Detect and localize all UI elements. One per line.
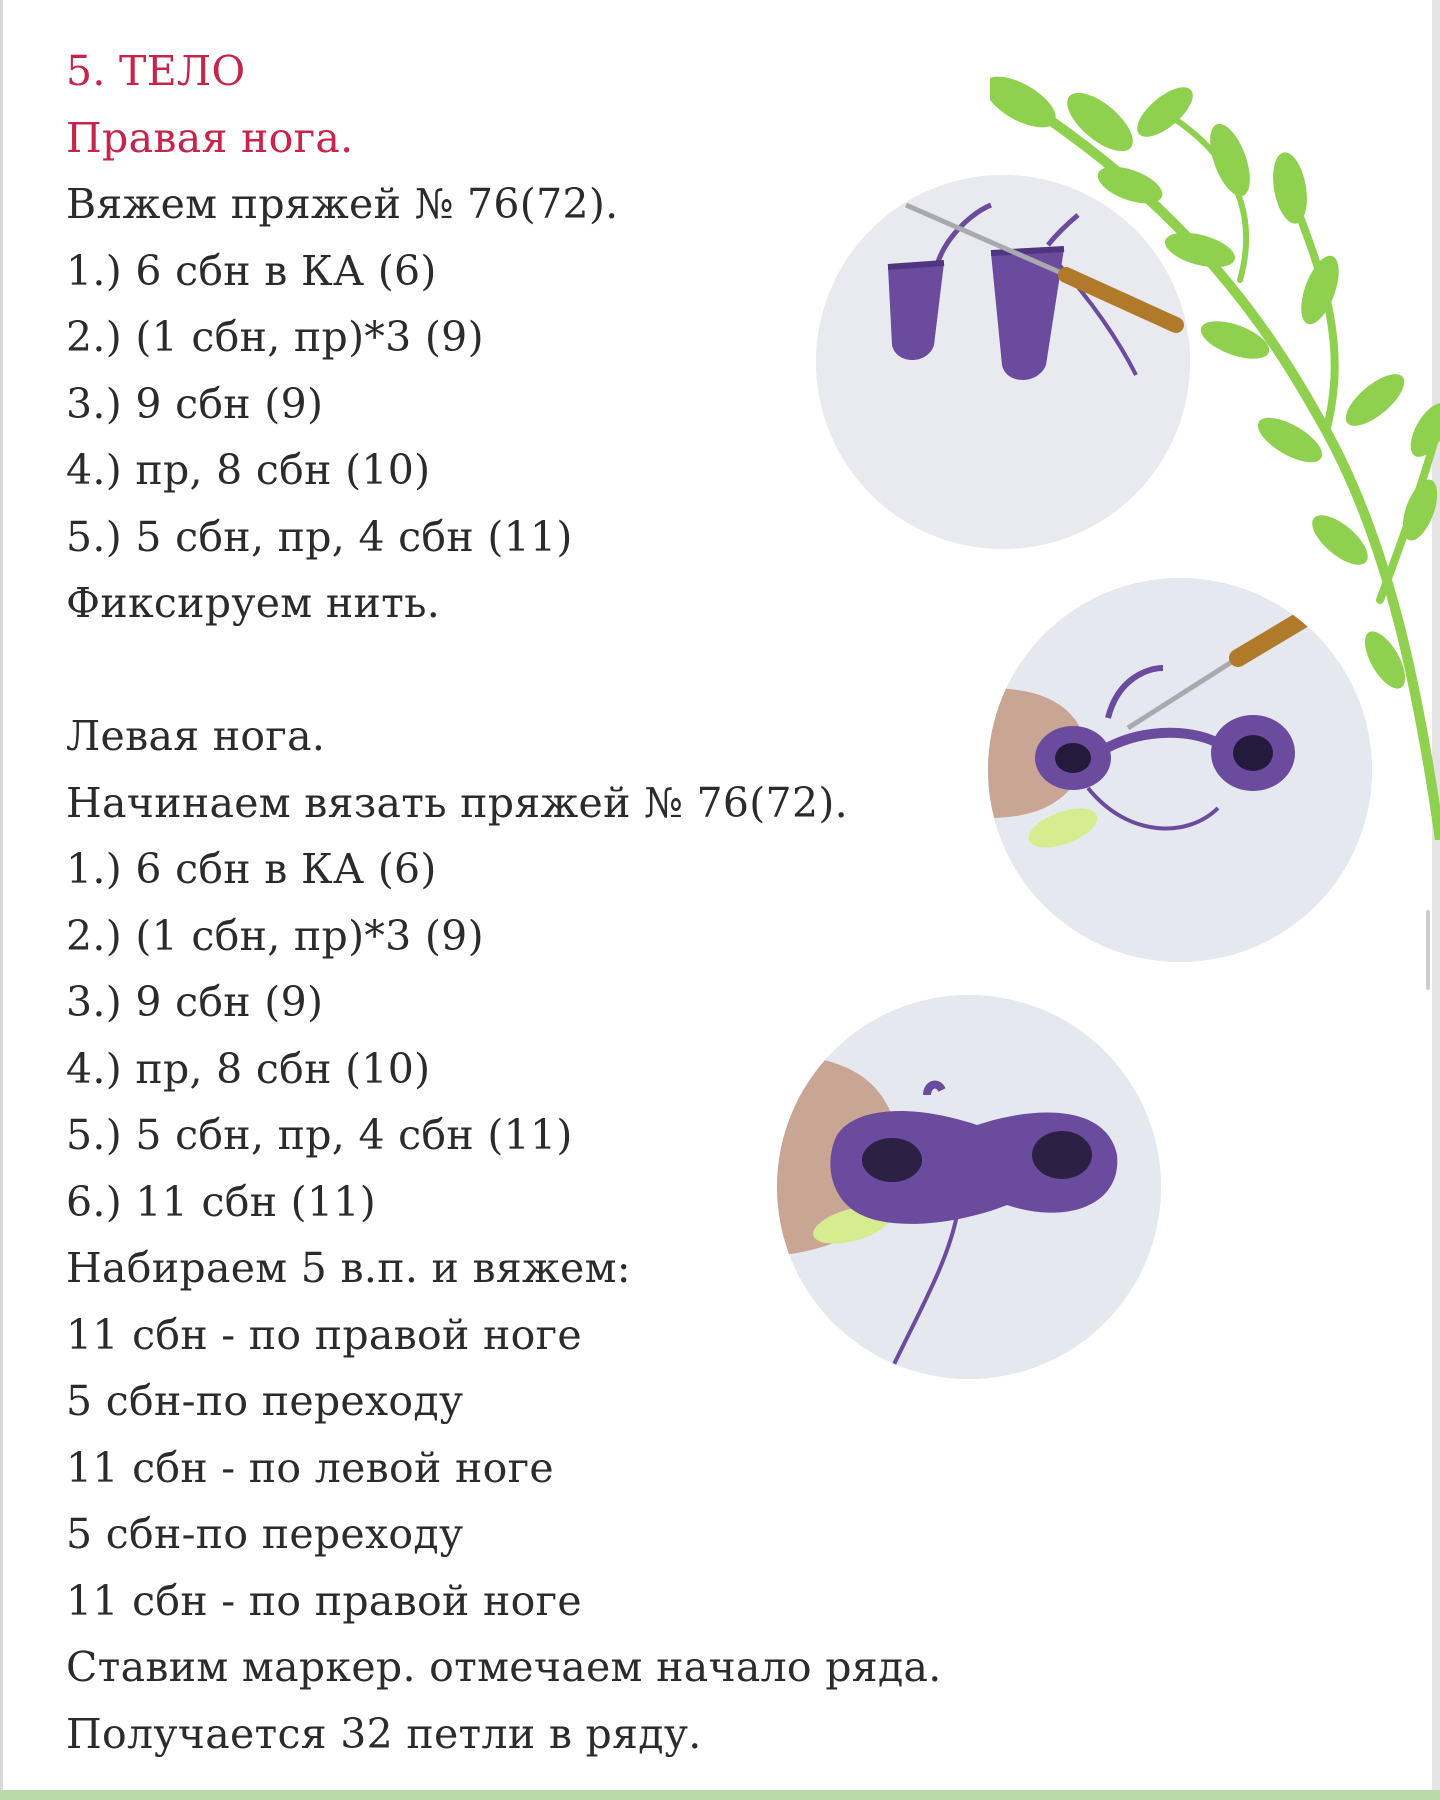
joining-step: 11 сбн - по правой ноге (66, 1310, 582, 1359)
left-leg-row: 4.) пр, 8 сбн (10) (66, 1044, 431, 1093)
joining-step: 11 сбн - по левой ноге (66, 1443, 554, 1492)
joining-step: 11 сбн - по правой ноге (66, 1576, 582, 1625)
left-leg-row: 3.) 9 сбн (9) (66, 978, 324, 1026)
right-leg-finish: Фиксируем нить. (66, 579, 441, 627)
stitch-total: Получается 32 петли в ряду. (66, 1709, 702, 1758)
right-leg-row: 2.) (1 сбн, пр)*3 (9) (66, 313, 484, 361)
left-leg-row: 1.) 6 сбн в КА (6) (66, 845, 437, 893)
bottom-divider (0, 1790, 1440, 1800)
joining-step: 5 сбн-по переходу (66, 1510, 464, 1558)
left-leg-row: 2.) (1 сбн, пр)*3 (9) (66, 911, 484, 960)
right-leg-row: 4.) пр, 8 сбн (10) (66, 446, 431, 494)
joining-intro: Набираем 5 в.п. и вяжем: (66, 1244, 631, 1292)
joining-step: 5 сбн-по переходу (66, 1377, 464, 1425)
left-leg-yarn: Начинаем вязать пряжей № 76(72). (66, 778, 848, 827)
left-leg-row: 6.) 11 сбн (11) (66, 1177, 377, 1226)
spacer (66, 637, 1006, 704)
photo-joining-legs (988, 578, 1372, 962)
right-leg-row: 3.) 9 сбн (9) (66, 379, 324, 428)
right-leg-row: 5.) 5 сбн, пр, 4 сбн (11) (66, 512, 573, 561)
photo-joined-body (777, 995, 1161, 1379)
marker-note: Ставим маркер. отмечаем начало ряда. (66, 1643, 942, 1691)
right-leg-title: Правая нога. (66, 113, 354, 162)
scrollbar-thumb[interactable] (1426, 910, 1430, 990)
photo-two-legs (816, 175, 1190, 549)
right-leg-row: 1.) 6 сбн в КА (6) (66, 246, 437, 295)
left-leg-row: 5.) 5 сбн, пр, 4 сбн (11) (66, 1111, 573, 1159)
left-leg-title: Левая нога. (66, 712, 326, 760)
section-title: 5. ТЕЛО (66, 47, 246, 95)
right-leg-yarn: Вяжем пряжей № 76(72). (66, 180, 619, 228)
